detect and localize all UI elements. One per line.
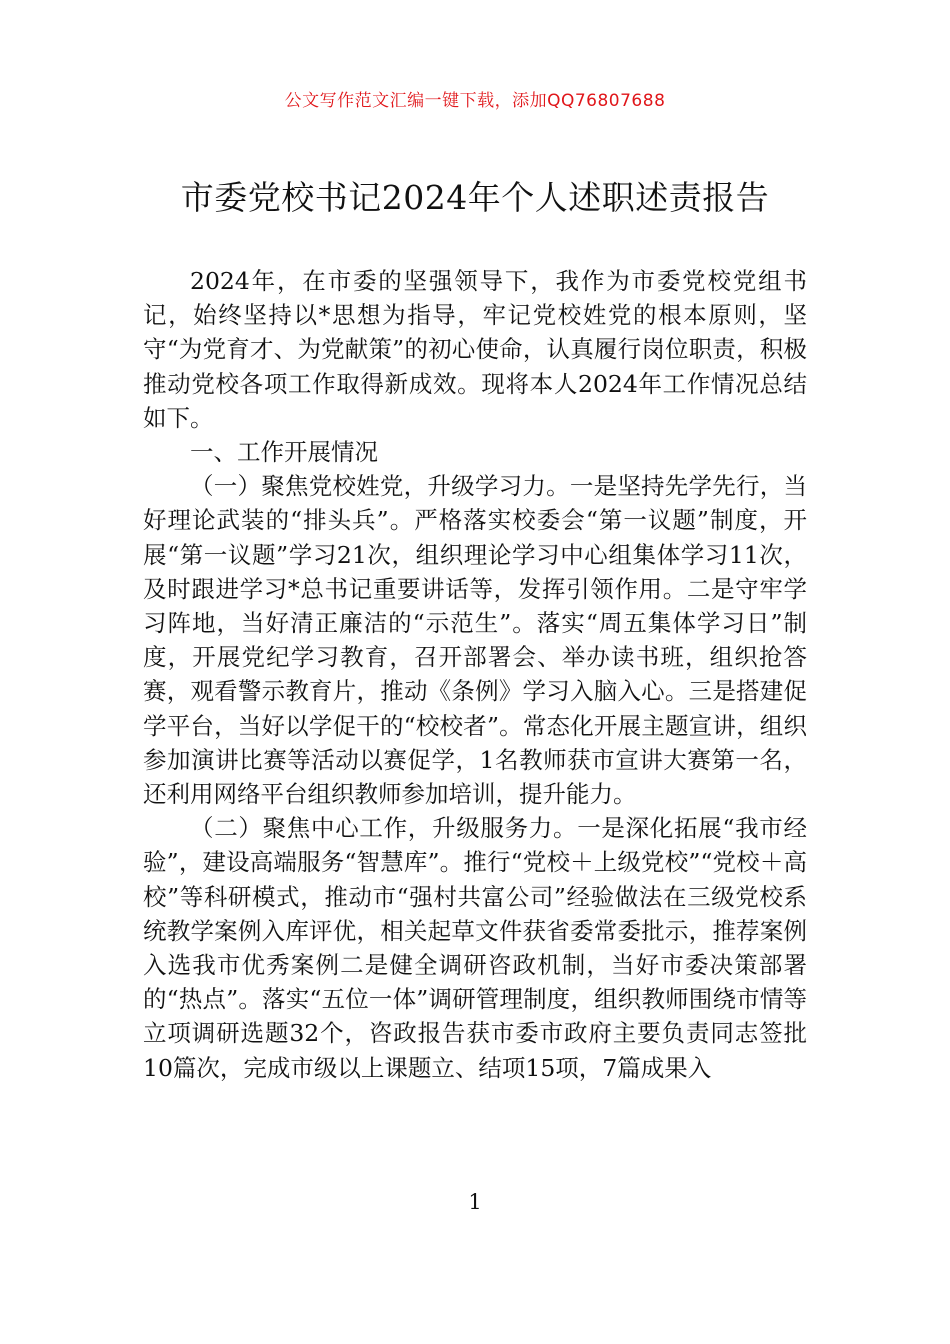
subsection-paragraph-1: （一）聚焦党校姓党，升级学习力。一是坚持先学先行，当好理论武装的“排头兵”。严格落实校委会“第一议题”制度，开展“第一议题”学习21次，组织理论学习中心组集体学习11次，及时跟进学习*总书记重要讲话等，发挥引领作用。二是守牢学习阵地，当好清正廉洁的“示范生”。落实“周五集体学习日”制度，开展党纪学习教育，召开部署会、举办读书班，组织抢答赛，观看警示教育片，推动《条例》学习入脑入心。三是搭建促学平台，当好以学促干的“校校者”。常态化开展主题宣讲，组织参加演讲比赛等活动以赛促学，1名教师获市宣讲大赛第一名，还利用网络平台组织教师参加培训，提升能力。 <box>143 472 807 809</box>
document-title: 市委党校书记2024年个人述职述责报告 <box>180 178 770 217</box>
subsection-paragraph-2: （二）聚焦中心工作，升级服务力。一是深化拓展“我市经验”，建设高端服务“智慧库”。推行“党校＋上级党校”“党校＋高校”等科研模式，推动市“强村共富公司”经验做法在三级党校系统教学案例入库评优，相关起草文件获省委常委批示，推荐案例入选我市优秀案例二是健全调研咨政机制，当好市委决策部署的“热点”。落实“五位一体”调研管理制度，组织教师围绕市情等立项调研选题32个，咨政报告获市委市政府主要负责同志签批10篇次，完成市级以上课题立、结项15项，7篇成果入 <box>143 814 807 1082</box>
watermark-text: 公文写作范文汇编一键下载，添加QQ76807688 <box>284 91 666 111</box>
page-number: 1 <box>468 1190 482 1214</box>
document-body <box>143 264 807 1085</box>
section-heading: 一、工作开展情况 <box>190 438 378 467</box>
intro-paragraph: 2024年，在市委的坚强领导下，我作为市委党校党组书记，始终坚持以*思想为指导，牢记党校姓党的根本原则，坚守“为党育才、为党献策”的初心使命，认真履行岗位职责，积极推动党校各项工作取得新成效。现将本人2024年工作情况总结如下。 <box>143 267 807 432</box>
